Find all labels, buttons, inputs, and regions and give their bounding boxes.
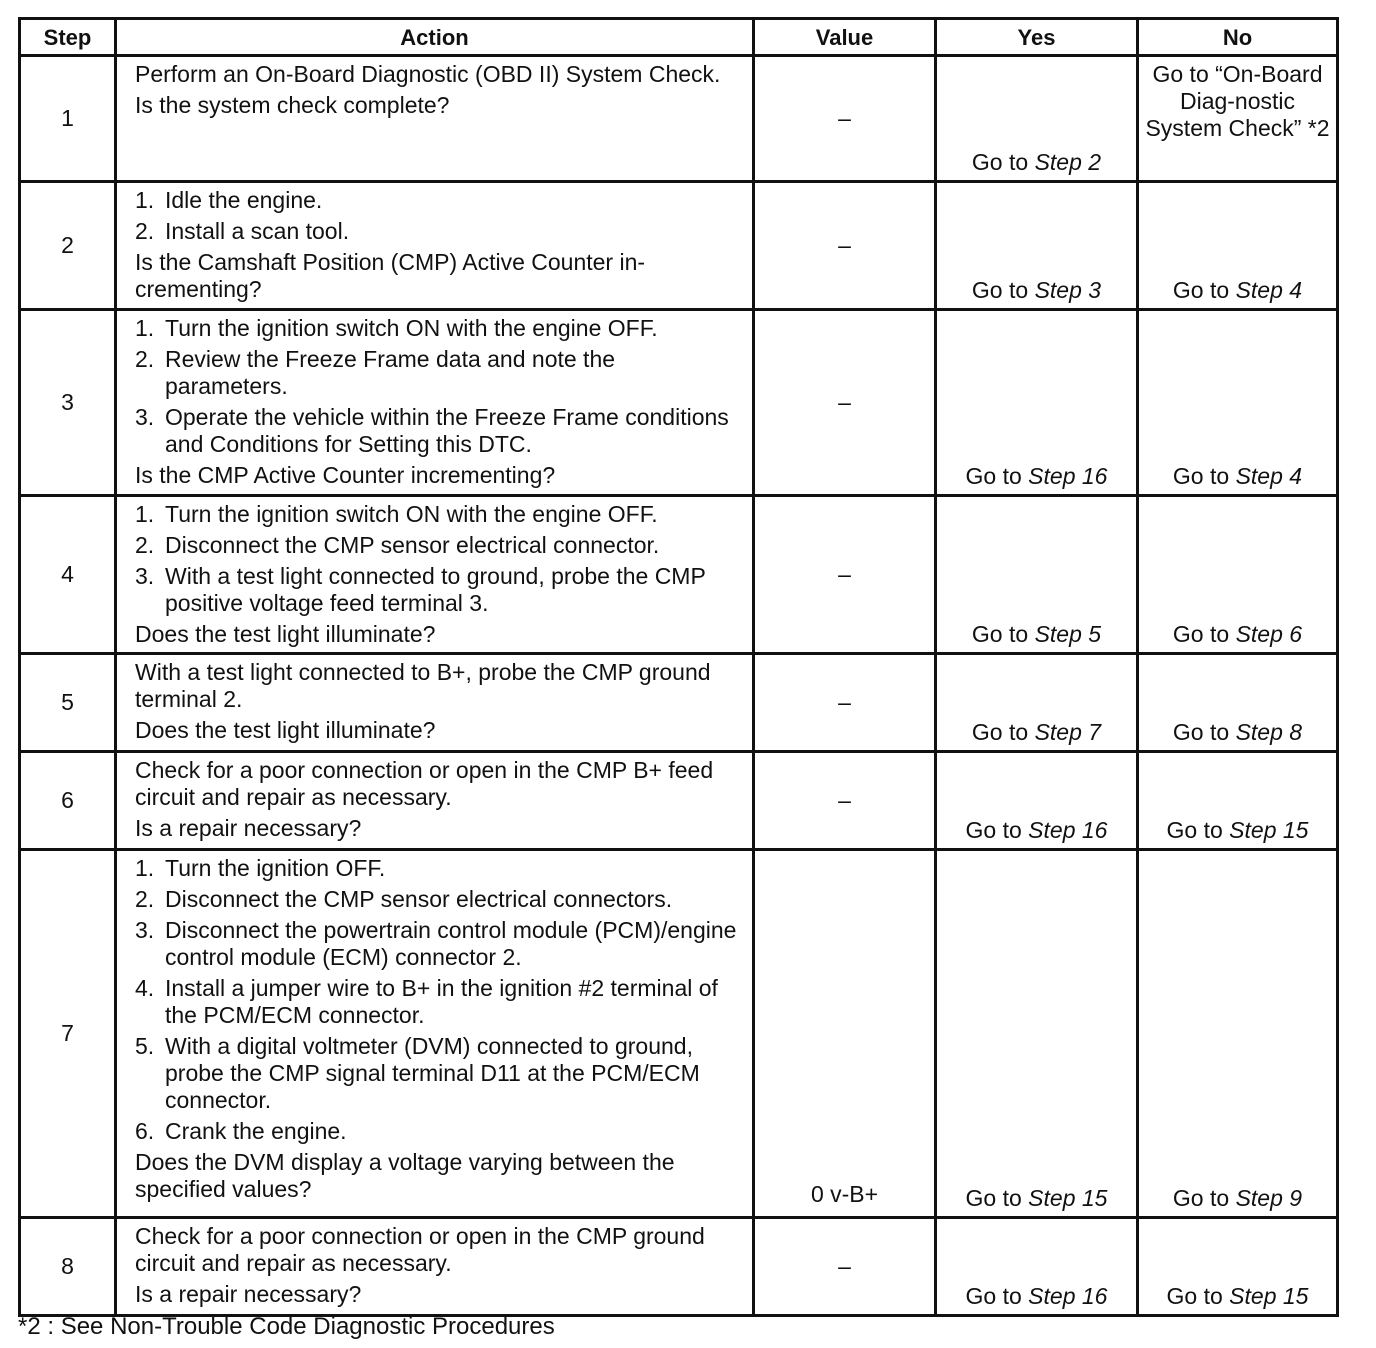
action-question: Is a repair necessary? xyxy=(135,1281,362,1307)
action-item-text: Install a jumper wire to B+ in the ignition #2 terminal of the PCM/ECM connector. xyxy=(165,975,718,1028)
action-question: Does the DVM display a voltage varying between the specified values? xyxy=(135,1149,675,1202)
table-row xyxy=(20,310,1338,496)
yes-cell xyxy=(936,752,1138,850)
action-item-number: 3. xyxy=(135,917,155,943)
action-question: Does the test light illuminate? xyxy=(135,717,436,743)
action-item-number: 1. xyxy=(135,501,155,527)
action-item-text: Disconnect the powertrain control module (PCM)/engine control module (ECM) connector 2. xyxy=(165,917,737,970)
action-text: Check for a poor connection or open in the CMP ground circuit and repair as necessary. xyxy=(135,1223,705,1276)
no-cell xyxy=(1138,310,1338,496)
no-step-ref: Step 6 xyxy=(1235,621,1303,647)
no-step-ref: Step 9 xyxy=(1235,1185,1303,1211)
action-list-item xyxy=(135,404,744,458)
action-item-text: Review the Freeze Frame data and note the parameters. xyxy=(165,346,616,399)
footnote: *2 : See Non-Trouble Code Diagnostic Procedures xyxy=(18,1313,555,1340)
yes-goto-text: Go to xyxy=(965,817,1029,843)
yes-step-ref: Step 16 xyxy=(1028,1283,1108,1309)
no-cell xyxy=(1138,752,1338,850)
no-cell xyxy=(1138,56,1338,182)
action-list-item xyxy=(135,218,744,245)
action-list-item xyxy=(135,315,744,342)
no-goto-text: Go to xyxy=(1172,463,1236,489)
action-item-number: 2. xyxy=(135,218,155,244)
action-item-number: 4. xyxy=(135,975,155,1001)
yes-cell xyxy=(936,182,1138,310)
table-row xyxy=(20,182,1338,310)
action-question: Is the CMP Active Counter incrementing? xyxy=(135,462,556,488)
no-step-ref: Step 15 xyxy=(1229,1283,1309,1309)
action-item-number: 2. xyxy=(135,346,155,372)
yes-cell xyxy=(936,654,1138,752)
value-cell: – xyxy=(754,56,936,182)
yes-goto-text: Go to xyxy=(971,149,1035,175)
action-text: With a test light connected to B+, probe the CMP ground terminal 2. xyxy=(135,659,711,712)
action-cell xyxy=(116,850,754,1218)
step-number: 5 xyxy=(20,654,116,752)
no-step-ref: Step 15 xyxy=(1229,817,1309,843)
yes-goto-text: Go to xyxy=(971,277,1035,303)
yes-goto-text: Go to xyxy=(971,621,1035,647)
no-goto-text: Go to xyxy=(1172,719,1236,745)
action-item-number: 5. xyxy=(135,1033,155,1059)
yes-cell xyxy=(936,310,1138,496)
action-item-number: 1. xyxy=(135,187,155,213)
table-row xyxy=(20,850,1338,1218)
yes-goto-text: Go to xyxy=(971,719,1035,745)
no-cell xyxy=(1138,182,1338,310)
table-body xyxy=(20,56,1338,1316)
action-item-text: Turn the ignition OFF. xyxy=(165,855,386,881)
yes-step-ref: Step 2 xyxy=(1034,149,1102,175)
yes-step-ref: Step 3 xyxy=(1034,277,1102,303)
no-goto-text: Go to “On-Board Diag-nostic System Check” *2 xyxy=(1145,61,1330,141)
no-cell xyxy=(1138,1218,1338,1316)
no-goto-text: Go to xyxy=(1172,277,1236,303)
action-item-number: 1. xyxy=(135,315,155,341)
value-cell: 0 v-B+ xyxy=(754,850,936,1218)
action-question: Does the test light illuminate? xyxy=(135,621,436,647)
table-row xyxy=(20,752,1338,850)
action-list-item xyxy=(135,346,744,400)
table-row xyxy=(20,1218,1338,1316)
header-yes: Yes xyxy=(936,19,1138,56)
action-item-number: 3. xyxy=(135,563,155,589)
step-number: 1 xyxy=(20,56,116,182)
yes-cell xyxy=(936,496,1138,654)
yes-step-ref: Step 15 xyxy=(1028,1185,1108,1211)
step-number: 7 xyxy=(20,850,116,1218)
action-list-item xyxy=(135,855,744,882)
action-list-item xyxy=(135,1118,744,1145)
table-row xyxy=(20,56,1338,182)
action-text: Check for a poor connection or open in the CMP B+ feed circuit and repair as necessary. xyxy=(135,757,714,810)
no-cell xyxy=(1138,496,1338,654)
no-goto-text: Go to xyxy=(1172,621,1236,647)
yes-step-ref: Step 16 xyxy=(1028,463,1108,489)
action-cell xyxy=(116,1218,754,1316)
no-step-ref: Step 4 xyxy=(1235,463,1303,489)
action-item-text: Turn the ignition switch ON with the engine OFF. xyxy=(165,315,658,341)
action-list-item xyxy=(135,501,744,528)
yes-step-ref: Step 7 xyxy=(1034,719,1102,745)
header-action: Action xyxy=(116,19,754,56)
action-list-item xyxy=(135,1033,744,1114)
header-step: Step xyxy=(20,19,116,56)
step-number: 3 xyxy=(20,310,116,496)
yes-cell xyxy=(936,1218,1138,1316)
action-item-text: Operate the vehicle within the Freeze Frame conditions and Conditions for Setting this DTC. xyxy=(165,404,729,457)
no-goto-text: Go to xyxy=(1166,817,1230,843)
step-number: 6 xyxy=(20,752,116,850)
diagnostic-table xyxy=(18,17,1339,1317)
action-cell xyxy=(116,310,754,496)
value-cell: – xyxy=(754,752,936,850)
table-row xyxy=(20,496,1338,654)
action-item-number: 1. xyxy=(135,855,155,881)
action-question: Is the system check complete? xyxy=(135,92,450,118)
step-number: 8 xyxy=(20,1218,116,1316)
table-row xyxy=(20,654,1338,752)
header-row xyxy=(20,19,1338,56)
value-cell: – xyxy=(754,182,936,310)
action-question: Is the Camshaft Position (CMP) Active Counter in-crementing? xyxy=(135,249,646,302)
header-no: No xyxy=(1138,19,1338,56)
action-list-item xyxy=(135,187,744,214)
no-cell xyxy=(1138,654,1338,752)
no-goto-text: Go to xyxy=(1172,1185,1236,1211)
action-cell xyxy=(116,496,754,654)
action-list-item xyxy=(135,563,744,617)
action-item-number: 6. xyxy=(135,1118,155,1144)
yes-step-ref: Step 5 xyxy=(1034,621,1102,647)
action-item-number: 2. xyxy=(135,886,155,912)
action-item-text: Crank the engine. xyxy=(165,1118,347,1144)
action-item-number: 3. xyxy=(135,404,155,430)
action-item-number: 2. xyxy=(135,532,155,558)
action-cell xyxy=(116,56,754,182)
step-number: 2 xyxy=(20,182,116,310)
action-item-text: Disconnect the CMP sensor electrical connector. xyxy=(165,532,660,558)
action-item-text: Turn the ignition switch ON with the engine OFF. xyxy=(165,501,658,527)
action-list-item xyxy=(135,917,744,971)
value-cell: – xyxy=(754,310,936,496)
action-list-item xyxy=(135,886,744,913)
yes-goto-text: Go to xyxy=(965,1185,1029,1211)
step-number: 4 xyxy=(20,496,116,654)
yes-goto-text: Go to xyxy=(965,1283,1029,1309)
header-value: Value xyxy=(754,19,936,56)
action-cell xyxy=(116,654,754,752)
value-cell: – xyxy=(754,496,936,654)
yes-cell xyxy=(936,850,1138,1218)
action-item-text: With a test light connected to ground, probe the CMP positive voltage feed terminal 3. xyxy=(165,563,706,616)
no-goto-text: Go to xyxy=(1166,1283,1230,1309)
action-list-item xyxy=(135,975,744,1029)
action-cell xyxy=(116,752,754,850)
action-item-text: With a digital voltmeter (DVM) connected to ground, probe the CMP signal terminal D11 at the PCM/ECM connector. xyxy=(165,1033,700,1113)
value-cell: – xyxy=(754,654,936,752)
no-cell xyxy=(1138,850,1338,1218)
yes-goto-text: Go to xyxy=(965,463,1029,489)
action-text: Perform an On-Board Diagnostic (OBD II) System Check. xyxy=(135,61,721,87)
yes-step-ref: Step 16 xyxy=(1028,817,1108,843)
action-list-item xyxy=(135,532,744,559)
action-item-text: Disconnect the CMP sensor electrical connectors. xyxy=(165,886,673,912)
action-item-text: Idle the engine. xyxy=(165,187,323,213)
action-cell xyxy=(116,182,754,310)
value-cell: – xyxy=(754,1218,936,1316)
no-step-ref: Step 4 xyxy=(1235,277,1303,303)
no-step-ref: Step 8 xyxy=(1235,719,1303,745)
yes-cell xyxy=(936,56,1138,182)
action-item-text: Install a scan tool. xyxy=(165,218,350,244)
action-question: Is a repair necessary? xyxy=(135,815,362,841)
